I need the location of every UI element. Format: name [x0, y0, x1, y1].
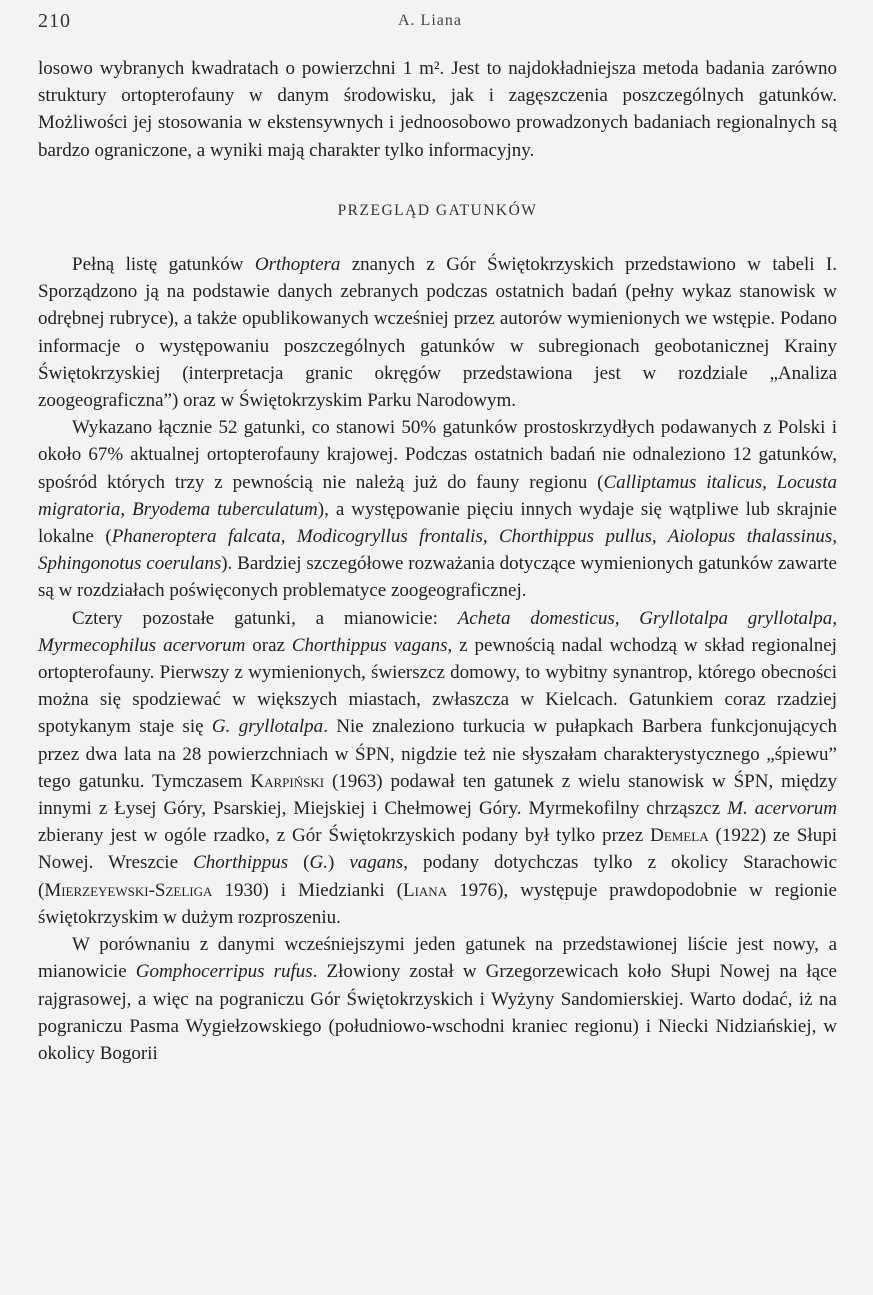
paragraph-remaining-species [38, 605, 837, 931]
author-name: Demela [650, 825, 709, 847]
italic-run: G. [309, 852, 328, 874]
italic-run: Acheta domesticus, Gryllotalpa gryllotalpa, Myrmecophilus acervorum [38, 607, 837, 656]
text-run: Cztery pozostałe gatunki, a mianowicie: [72, 607, 458, 629]
page-number: 210 [38, 10, 71, 32]
italic-run: Chorthippus vagans [291, 634, 448, 656]
text-run: znanych z Gór Świętokrzyskich przedstawiono w tabeli I. Sporządzono ją na podstawie danych zebranych podczas ostatnich badań (pełny wykaz stanowisk w odrębnej rubryce), a także opublikowanych wcześniej przez autorów wymienionych we wstępie. Podano informacje o występowaniu poszczególnych gatunków w subregionach geobotanicznej Krainy Świętokrzyskiej (interpretacja granic okręgów przedstawiona jest w rozdziale „Analiza zoogeograficzna”) oraz w Świętokrzyskim Parku Narodowym. [38, 254, 837, 412]
paragraph-species-list [38, 251, 837, 414]
italic-run: Gomphocerripus rufus [135, 961, 313, 983]
text-run: ). Bardziej szczegółowe rozważania dotyczące wymienionych gatunków zawarte są w rozdziałach poświęconych problematyce zoogeograficznej. [38, 553, 837, 602]
author-name: Liana [402, 879, 448, 901]
text-run: oraz [245, 634, 292, 656]
italic-run: vagans [349, 852, 404, 874]
text-run: 1976), występuje prawdopodobnie w regionie świętokrzyskim w dużym rozproszeniu. [38, 879, 837, 928]
paragraph-species-count [38, 414, 837, 604]
intro-paragraph: losowo wybranych kwadratach o powierzchni 1 m². Jest to najdokładniejsza metoda badania zarówno struktury ortopterofauny w danym środowisku, jak i zagęszczenia poszczególnych gatunków. Możliwości jej stosowania w ekstensywnych i jednoosobowo prowadzonych badaniach regionalnych są bardzo ograniczone, a wyniki mają charakter tylko informacyjny. [38, 58, 837, 161]
text-run: . Nie znaleziono turkucia w pułapkach Barbera funkcjonujących przez dwa lata na 28 powierzchniach w ŚPN, nigdzie też nie słyszałam charakterystycznego „śpiewu” tego gatunku. Tymczasem [38, 716, 837, 792]
italic-run: Calliptamus italicus, Locusta migratoria, Bryodema tuberculatum [38, 471, 837, 520]
text-run: Wykazano łącznie 52 gatunki, co stanowi 50% gatunków prostoskrzydłych podawanych z Polski i około 67% aktualnej ortopterofauny krajowej. Podczas ostatnich badań nie odnaleziono 12 gatunków, spośród których trzy z pewnością nie należą już do fauny regionu ( [38, 417, 837, 493]
running-head: A. Liana [398, 12, 462, 29]
text-run: ( [288, 852, 310, 874]
italic-run: M. acervorum [727, 798, 837, 820]
italic-run: G. gryllotalpa [211, 716, 324, 738]
text-run: . Złowiony został w Grzegorzewicach koło Słupi Nowej na łące rajgrasowej, a więc na pograniczu Gór Świętokrzyskich i Wyżyny Sandomierskiej. Warto dodać, iż na pograniczu Pasma Wygiełzowskiego (południowo-wschodni kraniec regionu) i Niecki Nidziańskiej, w okolicy Bogorii [38, 961, 837, 1064]
italic-run: Phaneroptera falcata, Modicogryllus frontalis, Chorthippus pullus, Aiolopus thalassinus, Sphingonotus coerulans [38, 526, 837, 575]
section-heading: PRZEGLĄD GATUNKÓW [337, 201, 538, 219]
text-run: ), a występowanie pięciu innych wydaje się wątpliwe lub skrajnie lokalne ( [38, 498, 837, 548]
paragraph-new-species [38, 931, 837, 1067]
text-run: zbierany jest w ogóle rzadko, z Gór Świętokrzyskich podany był tylko przez [38, 825, 651, 847]
italic-run: Orthoptera [254, 254, 341, 276]
text-run: , podany dotychczas tylko z okolicy Starachowic ( [38, 852, 838, 901]
text-run: Pełną listę gatunków [72, 254, 255, 276]
text-run: (1963) podawał ten gatunek z wielu stanowisk w ŚPN, między innymi z Łysej Góry, Psarskiej, Miejskiej i Chełmowej Góry. Myrmekofilny chrząszcz [38, 770, 837, 820]
text-run: ) [327, 852, 350, 874]
author-name: Mierzeyewski-Szeliga [44, 879, 213, 901]
page-header [38, 10, 837, 36]
text-run: W porównaniu z danymi wcześniejszymi jeden gatunek na przedstawionej liście jest nowy, a mianowicie [38, 934, 837, 983]
italic-run: Chorthippus [193, 852, 289, 874]
page-body [38, 55, 837, 1067]
text-run: 1930) i Miedzianki ( [212, 879, 403, 901]
text-run: (1922) ze Słupi Nowej. Wreszcie [38, 825, 837, 874]
text-run: , z pewnością nadal wchodzą w skład regionalnej ortopterofauny. Pierwszy z wymienionych, świerszcz domowy, to wybitny synantrop, którego obecności można się spodziewać w większych miastach, zwłaszcza w Kielcach. Gatunkiem coraz rzadziej spotykanym staje się [38, 634, 837, 738]
author-name: Karpiński [250, 770, 325, 792]
